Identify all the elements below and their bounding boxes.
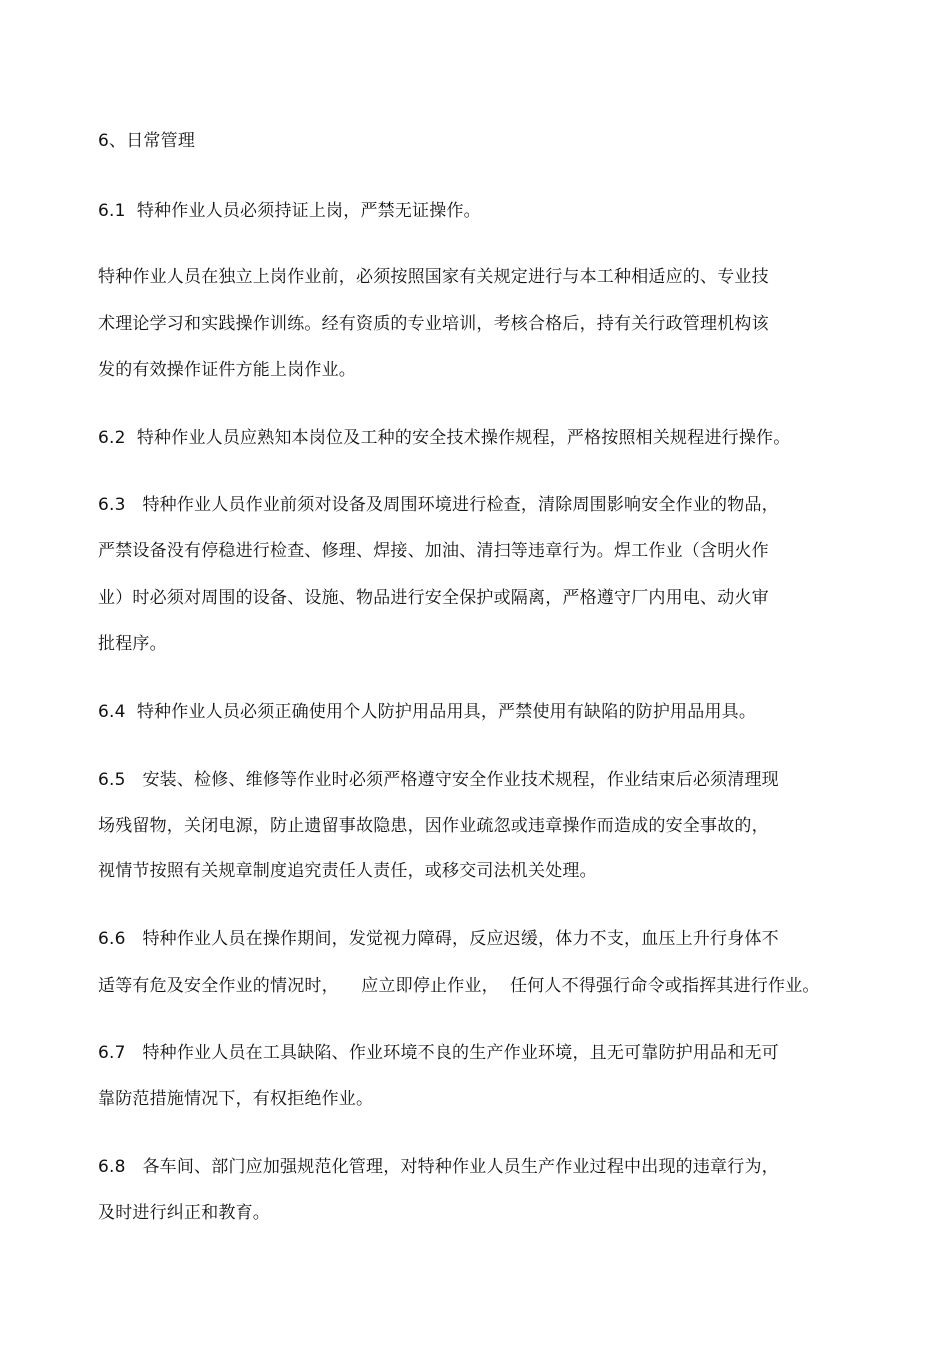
clause-6-5-line: 视情节按照有关规章制度追究责任人责任，或移交司法机关处理。 [98,861,597,881]
clause-6-6-line: 6.6 特种作业人员在操作期间，发觉视力障碍，反应迟缓，体力不支，血压上升行身体不 [98,929,779,949]
clause-6-1-line: 特种作业人员在独立上岗作业前，必须按照国家有关规定进行与本工种相适应的、专业技 [98,267,769,287]
clause-6-7-line: 6.7 特种作业人员在工具缺陷、作业环境不良的生产作业环境，且无可靠防护用品和无可 [98,1043,779,1063]
clause-6-1-line: 术理论学习和实践操作训练。经有资质的专业培训，考核合格后，持有关行政管理机构该 [98,314,769,334]
clause-6-5-line: 6.5 安装、检修、维修等作业时必须严格遵守安全作业技术规程，作业结束后必须清理现 [98,770,779,790]
clause-6-8-line: 6.8 各车间、部门应加强规范化管理，对特种作业人员生产作业过程中出现的违章行为， [98,1157,779,1177]
clause-6-1-title: 6.1 特种作业人员必须持证上岗，严禁无证操作。 [98,201,481,221]
clause-6-4: 6.4 特种作业人员必须正确使用个人防护用品用具，严禁使用有缺陷的防护用品用具。 [98,702,757,722]
clause-6-2: 6.2 特种作业人员应熟知本岗位及工种的安全技术操作规程，严格按照相关规程进行操作。 [98,428,791,448]
clause-6-3-line: 严禁设备没有停稳进行检查、修理、焊接、加油、清扫等违章行为。焊工作业（含明火作 [98,541,769,561]
clause-6-8-line: 及时进行纠正和教育。 [98,1203,270,1223]
clause-6-3-line: 批程序。 [98,634,167,654]
clause-6-5-line: 场残留物，关闭电源，防止遗留事故隐患，因作业疏忽或违章操作而造成的安全事故的， [98,816,769,836]
clause-6-3-line: 6.3 特种作业人员作业前须对设备及周围环境进行检查，清除周围影响安全作业的物品， [98,495,779,515]
clause-6-7-line: 靠防范措施情况下，有权拒绝作业。 [98,1089,374,1109]
clause-6-3-line: 业）时必须对周围的设备、设施、物品进行安全保护或隔离，严格遵守厂内用电、动火审 [98,588,769,608]
clause-6-6-line: 适等有危及安全作业的情况时， 应立即停止作业， 任何人不得强行命令或指挥其进行作业。 [98,976,820,996]
section-heading: 6、日常管理 [98,131,196,151]
clause-6-1-line: 发的有效操作证件方能上岗作业。 [98,360,356,380]
